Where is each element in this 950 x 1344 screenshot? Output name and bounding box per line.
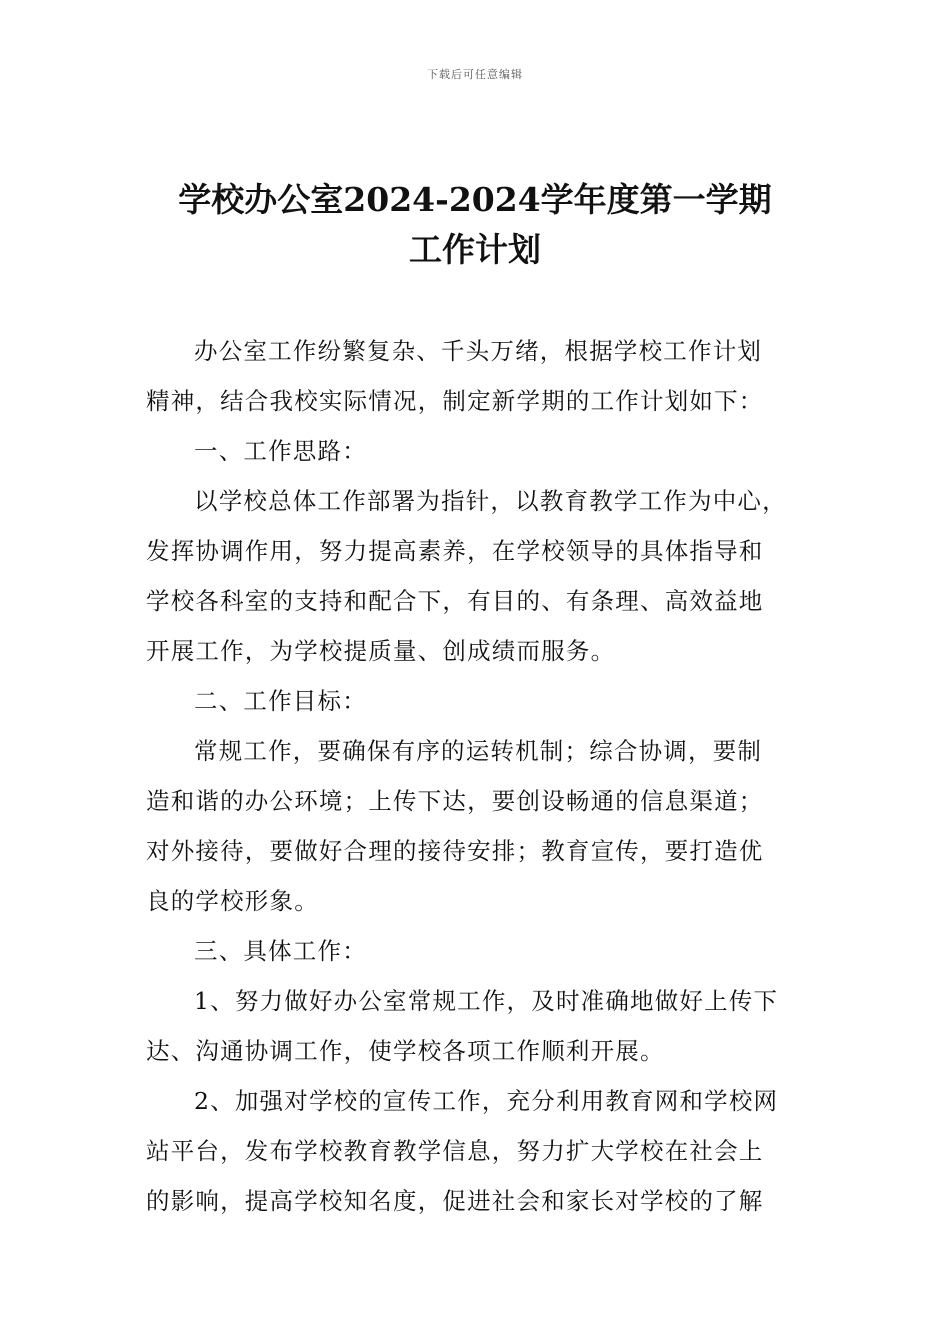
body-line: 1、努力做好办公室常规工作，及时准确地做好上传下 bbox=[194, 987, 779, 1015]
body-line: 的影响，提高学校知名度，促进社会和家长对学校的了解 bbox=[146, 1187, 764, 1215]
body-line: 达、沟通协调工作，使学校各项工作顺利开展。 bbox=[146, 1037, 665, 1065]
body-line: 精神，结合我校实际情况，制定新学期的工作计划如下： bbox=[146, 387, 764, 415]
body-line: 以学校总体工作部署为指针，以教育教学工作为中心， bbox=[194, 487, 787, 515]
page-header-note: 下载后可任意编辑 bbox=[427, 68, 523, 81]
body-line: 造和谐的办公环境；上传下达，要创设畅通的信息渠道； bbox=[146, 787, 764, 815]
document-body bbox=[146, 326, 826, 1226]
body-line: 开展工作，为学校提质量、创成绩而服务。 bbox=[146, 637, 616, 665]
document-title-line-1: 学校办公室2024-2024学年度第一学期 bbox=[178, 180, 772, 219]
body-line: 常规工作，要确保有序的运转机制；综合协调，要制 bbox=[194, 737, 763, 765]
body-line: 办公室工作纷繁复杂、千头万绪，根据学校工作计划 bbox=[194, 337, 763, 365]
body-line: 对外接待，要做好合理的接待安排；教育宣传，要打造优 bbox=[146, 837, 764, 865]
body-line: 三、具体工作： bbox=[194, 937, 367, 965]
body-line: 站平台，发布学校教育教学信息，努力扩大学校在社会上 bbox=[146, 1137, 764, 1165]
body-line: 一、工作思路： bbox=[194, 437, 367, 465]
body-line: 学校各科室的支持和配合下，有目的、有条理、高效益地 bbox=[146, 587, 764, 615]
body-line: 2、加强对学校的宣传工作，充分利用教育网和学校网 bbox=[194, 1087, 779, 1115]
body-line: 良的学校形象。 bbox=[146, 887, 319, 915]
body-line: 二、工作目标： bbox=[194, 687, 367, 715]
document-title-line-2: 工作计划 bbox=[409, 230, 541, 269]
body-line: 发挥协调作用，努力提高素养，在学校领导的具体指导和 bbox=[146, 537, 764, 565]
